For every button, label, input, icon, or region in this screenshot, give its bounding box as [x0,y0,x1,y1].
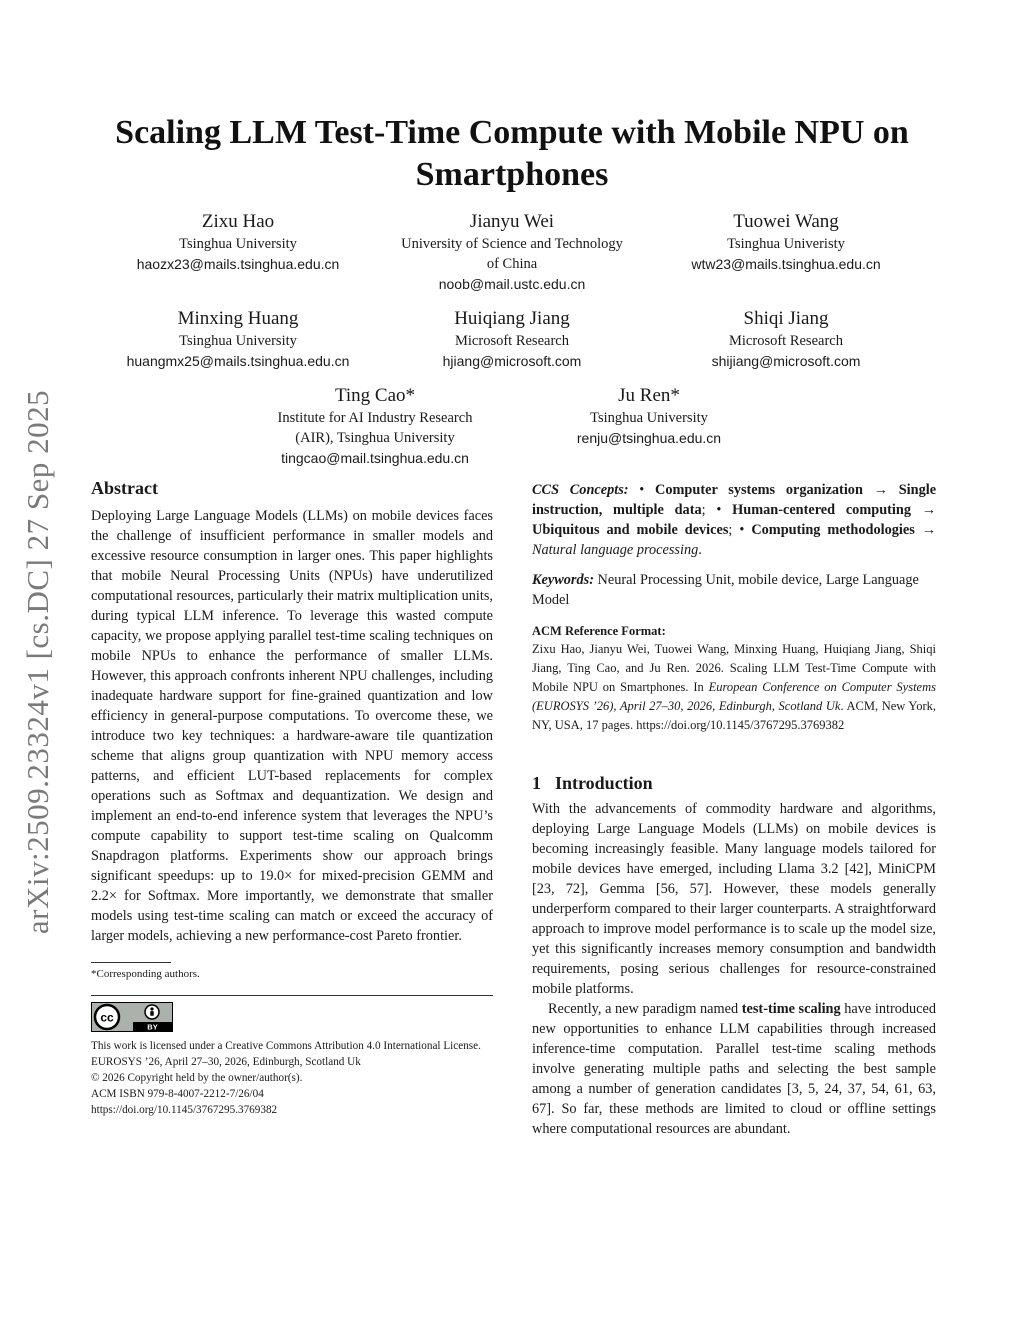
license-divider [91,995,493,996]
author-block [118,210,358,274]
ccs-concept-2: Human-centered computing [732,502,911,518]
author-affiliation: University of Science and Technology [401,236,623,252]
ccs-bullet: • [716,502,722,518]
author-affiliation: Tsinghua University [179,333,297,349]
acm-reference-venue: European Conference on Computer Systems (EUROSYS ’26), April 27–30, 2026, Edinburgh, Scotland Uk [532,680,936,713]
ccs-end-period: . [698,542,702,558]
author-email[interactable]: tingcao@mail.tsinghua.edu.cn [281,450,469,466]
license-copyright: © 2026 Copyright held by the owner/author(s). [91,1072,303,1084]
ccs-concept-3: Computing methodologies [751,522,915,538]
keywords-label: Keywords: [532,572,594,588]
author-email[interactable]: noob@mail.ustc.edu.cn [438,276,586,292]
acm-reference-heading: ACM Reference Format: [532,624,666,638]
abstract-heading: Abstract [91,478,158,498]
author-block [666,210,906,274]
license-doi[interactable]: https://doi.org/10.1145/3767295.3769382 [91,1104,278,1116]
paper-title: Scaling LLM Test-Time Compute with Mobile NPU on Smartphones [115,114,909,193]
intro-paragraph-2 [532,999,936,1139]
ccs-concepts [532,480,936,560]
acm-reference-publisher: . ACM, New York, NY, USA, 17 pages. https://doi.org/10.1145/3767295.3769382 [532,699,936,732]
author-name: Jianyu Wei [469,211,555,232]
intro-paragraph-1: With the advancements of commodity hardware and algorithms, deploying Large Language Models (LLMs) on mobile devices is becoming increasingly feasible. Many language models tailored for mobile devices have emerged, including Llama 3.2 [42], MiniCPM [23, 72], Gemma [56, 57]. However, these models generally underperform compared to their larger counterparts. A straightforward approach to improve model performance is to scale up the model size, yet this significantly increases memory consumption and bandwidth requirements, posing serious challenges for resource-constrained mobile platforms. [532,801,936,997]
keywords [532,570,936,610]
left-column [91,476,493,1118]
author-name: Ju Ren* [618,385,680,406]
ccs-bullet: • [739,522,745,538]
author-email[interactable]: wtw23@mails.tsinghua.edu.cn [691,256,881,272]
corresponding-footnote: *Corresponding authors. [91,968,200,980]
author-email[interactable]: hjiang@microsoft.com [442,353,582,369]
ccs-concept-1-sub: Single instruction, multiple data [532,482,937,518]
cc-badge-label: cc [100,1010,114,1025]
author-block [392,307,632,371]
acm-reference-text [532,640,936,735]
author-affiliation: Microsoft Research [455,333,569,349]
footnote-divider [91,962,171,963]
author-name: Tuowei Wang [733,211,839,232]
author-block [666,307,906,371]
arxiv-identifier: arXiv:2509.23324v1 [cs.DC] 27 Sep 2025 [20,389,55,935]
section-title: Introduction [555,773,653,793]
author-affiliation: of China [486,256,538,272]
author-name: Huiqiang Jiang [454,308,570,329]
author-email[interactable]: shijiang@microsoft.com [711,353,861,369]
introduction-heading [532,771,936,795]
right-column [532,480,936,1139]
section-number: 1 [532,773,541,793]
arrow-icon: → [921,502,937,518]
ccs-concept-3-sub: Natural language processing [532,542,699,558]
author-affiliation: Microsoft Research [729,333,843,349]
author-name: Ting Cao* [334,385,416,406]
author-email[interactable]: renju@tsinghua.edu.cn [576,430,722,446]
author-block [108,307,368,371]
intro-p2-rest: have introduced new opportunities to enhance LLM capabilities through increased inference-time computation. Parallel test-time scaling methods involve generating multiple paths and selecting the best sample among a number of generation candidates [3, 5, 24, 37, 54, 61, 63, 67]. So far, these methods are limited to cloud or offline settings where computational resources are abundant. [532,1001,936,1137]
author-email[interactable]: haozx23@mails.tsinghua.edu.cn [136,256,340,272]
ccs-bullet: • [639,482,645,498]
author-affiliation: Institute for AI Industry Research [277,410,473,426]
ccs-concept-1: Computer systems organization [655,482,863,498]
keywords-text: Neural Processing Unit, mobile device, Large Language Model [532,572,919,608]
license-venue: EUROSYS ’26, April 27–30, 2026, Edinburgh, Scotland Uk [91,1056,361,1068]
author-name: Zixu Hao [201,211,275,232]
author-affiliation: Tsinghua Univeristy [727,236,845,252]
abstract-text: Deploying Large Language Models (LLMs) on mobile devices faces the challenge of insufficient performance in smaller models and excessive resource consumption in larger ones. This paper highlights that mobile Neural Processing Units (NPUs) have underutilized computational resources, particularly their matrix multiplication units, during typical LLM inference. To leverage this wasted compute capacity, we propose applying parallel test-time scaling techniques on mobile NPUs to enhance the performance of smaller LLMs. However, this approach confronts inherent NPU challenges, including inadequate hardware support for fine-grained quantization and low efficiency in general-purpose computations. To overcome these, we introduce two key techniques: a hardware-aware tile quantization scheme that aligns group quantization with NPU memory access patterns, and efficient LUT-based replacements for complex operations such as Softmax and dequantization. We design and implement an end-to-end inference system that leverages the NPU’s compute capability to support test-time scaling on Qualcomm Snapdragon platforms. Experiments show our approach brings significant speedups: up to 19.0× for mixed-precision GEMM and 2.2× for Softmax. More importantly, we demonstrate that smaller models using test-time scaling can match or exceed the accuracy of larger models, achieving a new performance-cost Pareto frontier. [91,508,493,944]
intro-p2-start: Recently, a new paradigm named [548,1001,739,1017]
ccs-concept-2-sub: Ubiquitous and mobile devices [532,522,729,538]
author-email[interactable]: huangmx25@mails.tsinghua.edu.cn [126,353,350,369]
arrow-icon: → [873,482,888,498]
intro-p2-keyword: test-time scaling [741,1001,841,1017]
author-affiliation: (AIR), Tsinghua University [295,430,455,446]
ccs-label: CCS Concepts: [532,482,629,498]
author-affiliation: Tsinghua University [590,410,708,426]
author-block [372,210,652,294]
author-block [534,384,764,448]
license-statement: This work is licensed under a Creative Commons Attribution 4.0 International License. [91,1040,481,1052]
license-isbn: ACM ISBN 979-8-4007-2212-7/26/04 [91,1088,264,1100]
arrow-icon: → [921,522,937,538]
ccs-separator: ; [728,522,733,538]
author-name: Minxing Huang [177,308,299,329]
author-block [244,384,506,468]
by-badge-label: BY [147,1022,158,1032]
cc-by-license-badge[interactable] [91,1002,173,1032]
acm-reference-citation: Zixu Hao, Jianyu Wei, Tuowei Wang, Minxing Huang, Huiqiang Jiang, Shiqi Jiang, Ting Cao, and Ju Ren. 2026. Scaling LLM Test-Time Compute with Mobile NPU on Smartphones. In [532,642,936,694]
author-affiliation: Tsinghua University [179,236,297,252]
author-name: Shiqi Jiang [743,308,829,329]
ccs-separator: ; [701,502,706,518]
